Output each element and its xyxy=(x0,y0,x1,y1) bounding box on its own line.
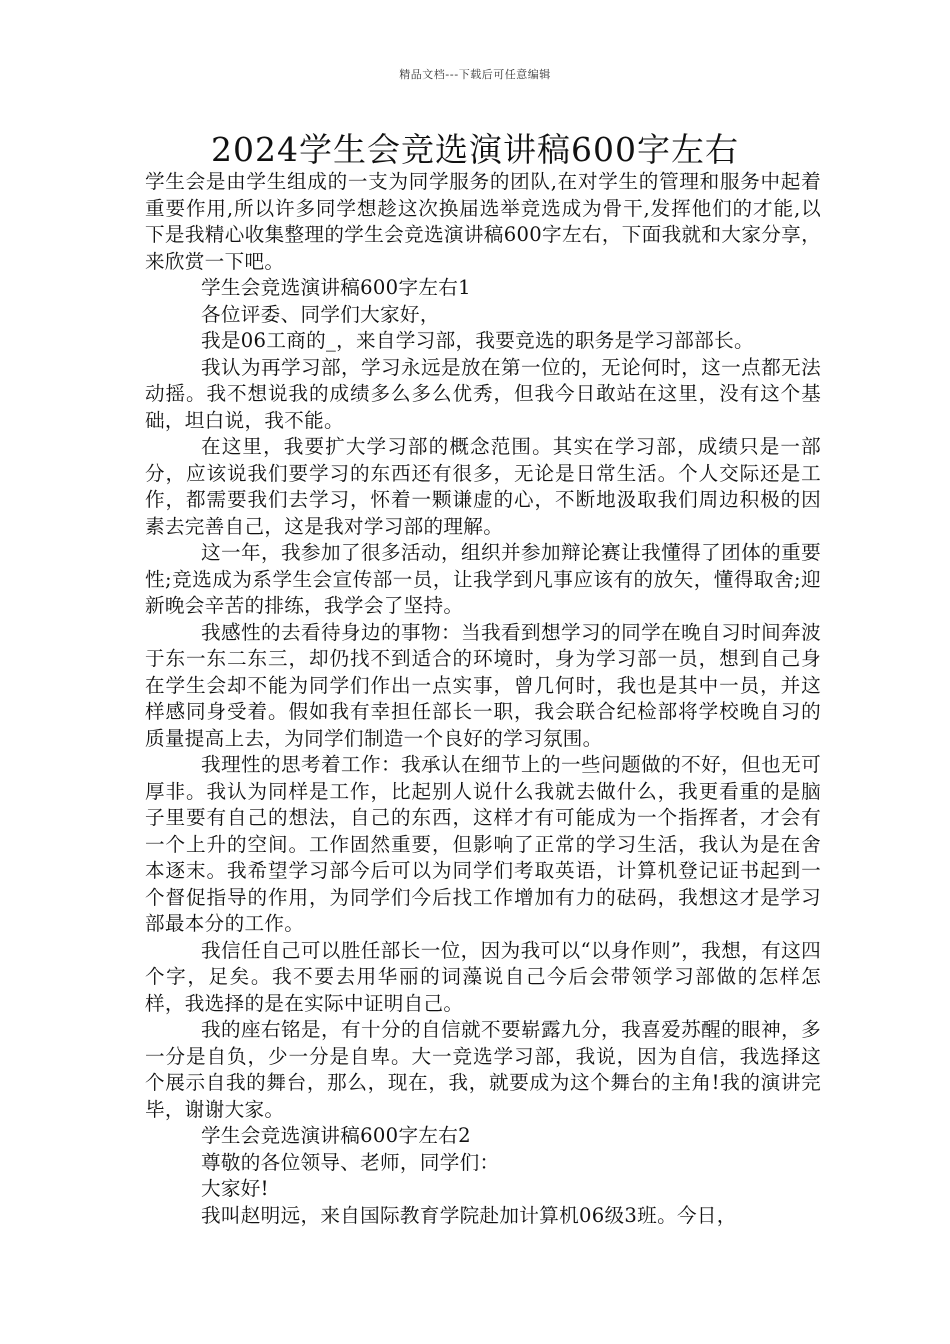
intro-paragraph: 学生会是由学生组成的一支为同学服务的团队,在对学生的管理和服务中起着重要作用,所以许多同学想趁这次换届选举竞选成为骨干,发挥他们的才能,以下是我精心收集整理的学生会竞选演讲稿600字左右，下面我就和大家分享，来欣赏一下吧。 xyxy=(145,170,821,273)
body-paragraph: 在这里，我要扩大学习部的概念范围。其实在学习部，成绩只是一部分，应该说我们要学习的东西还有很多，无论是日常生活。个人交际还是工作，都需要我们去学习，怀着一颗谦虚的心，不断地汲取我们周边积极的因素去完善自己，这是我对学习部的理解。 xyxy=(145,435,821,538)
body-paragraph: 这一年，我参加了很多活动，组织并参加辩论赛让我懂得了团体的重要性;竞选成为系学生会宣传部一员，让我学到凡事应该有的放矢，懂得取舍;迎新晚会辛苦的排练，我学会了坚持。 xyxy=(145,541,821,617)
greeting: 大家好! xyxy=(201,1177,269,1200)
document-title: 2024学生会竞选演讲稿600字左右 xyxy=(211,130,739,169)
body-paragraph: 我信任自己可以胜任部长一位，因为我可以“以身作则”，我想，有这四个字，足矣。我不要去用华丽的词藻说自己今后会带领学习部做的怎样怎样，我选择的是在实际中证明自己。 xyxy=(145,938,821,1015)
body-paragraph: 我认为再学习部，学习永远是放在第一位的，无论何时，这一点都无法动摇。我不想说我的成绩多么多么优秀，但我今日敢站在这里，没有这个基础，坦白说，我不能。 xyxy=(145,355,821,432)
body-paragraph: 我理性的思考着工作：我承认在细节上的一些问题做的不好，但也无可厚非。我认为同样是工作，比起别人说什么我就去做什么，我更看重的是脑子里要有自己的想法，自己的东西，这样才有可能成为一个指挥者，才会有一个上升的空间。工作固然重要，但影响了正常的学习生活，我认为是在舍本逐末。我希望学习部今后可以为同学们考取英语，计算机登记证书起到一个督促指导的作用，为同学们今后找工作增加有力的砝码，我想这才是学习部最本分的工作。 xyxy=(145,753,821,935)
header-note: 精品文档---下载后可任意编辑 xyxy=(399,68,551,81)
salutation-1: 各位评委、同学们大家好， xyxy=(201,302,440,326)
document-body xyxy=(145,169,821,1229)
section-heading-2: 学生会竞选演讲稿600字左右2 xyxy=(201,1124,471,1147)
body-paragraph: 我是06工商的_，来自学习部，我要竞选的职务是学习部部长。 xyxy=(201,329,754,352)
body-paragraph: 我叫赵明远，来自国际教育学院赴加计算机06级3班。今日， xyxy=(201,1203,737,1227)
body-paragraph: 我的座右铭是，有十分的自信就不要崭露九分，我喜爱苏醒的眼神，多一分是自负，少一分是自卑。大一竞选学习部，我说，因为自信，我选择这个展示自我的舞台，那么，现在，我，就要成为这个舞台的主角!我的演讲完毕，谢谢大家。 xyxy=(145,1018,821,1121)
section-heading-1: 学生会竞选演讲稿600字左右1 xyxy=(201,276,471,299)
salutation-2: 尊敬的各位领导、老师，同学们： xyxy=(201,1150,500,1174)
body-paragraph: 我感性的去看待身边的事物：当我看到想学习的同学在晚自习时间奔波于东一东二东三，却仍找不到适合的环境时，身为学习部一员，想到自己身在学生会却不能为同学们作出一点实事，曾几何时，我也是其中一员，并这样感同身受着。假如我有幸担任部长一职，我会联合纪检部将学校晚自习的质量提高上去，为同学们制造一个良好的学习氛围。 xyxy=(145,620,821,750)
